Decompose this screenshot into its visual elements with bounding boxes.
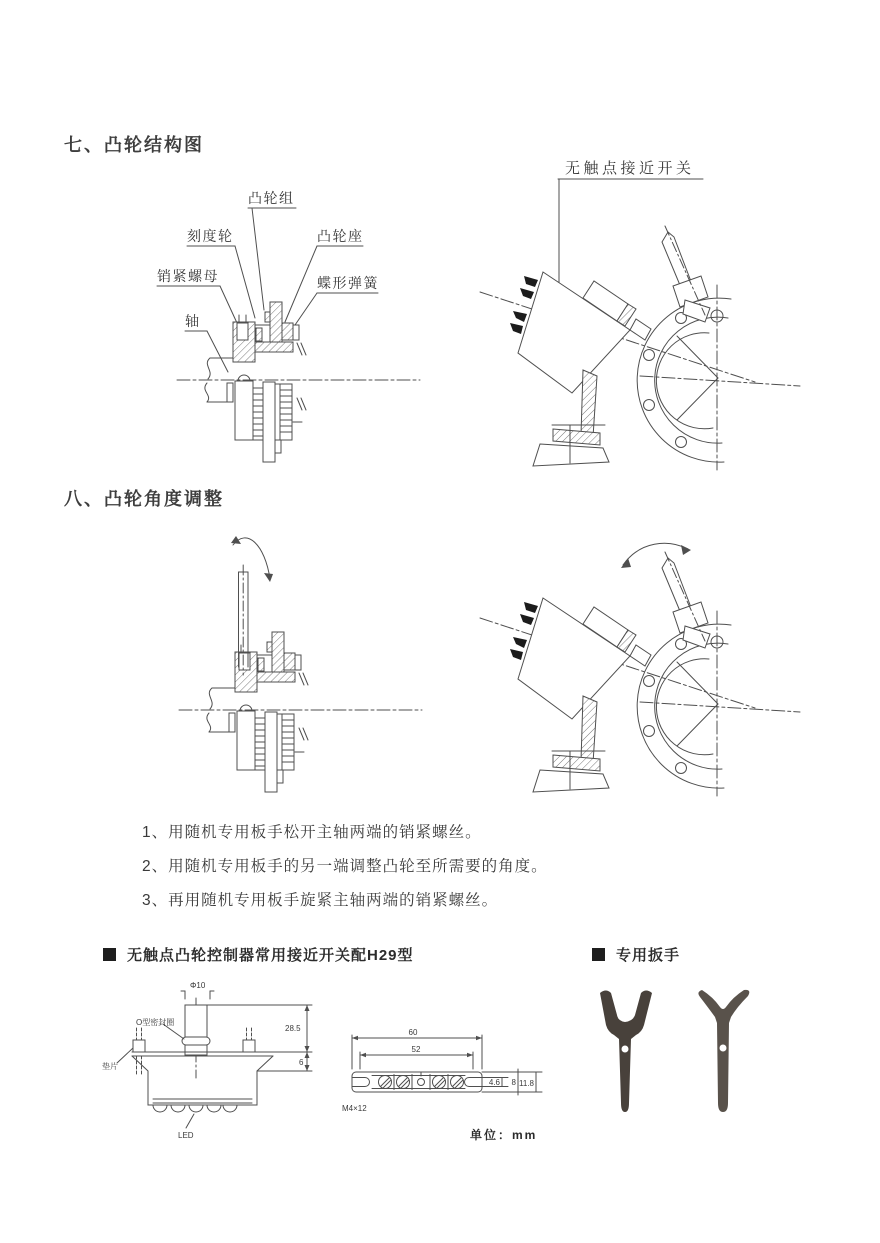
antler-wrench-hole xyxy=(720,1045,727,1052)
black-square-bullet xyxy=(592,948,605,961)
dim-60: 60 xyxy=(408,1028,418,1037)
h29-header-text: 无触点凸轮控制器常用接近开关配H29型 xyxy=(127,947,414,964)
dim-11-8: 11.8 xyxy=(519,1079,534,1088)
cam-structure-cross-section-figure xyxy=(115,160,455,485)
label-washer: 垫片 xyxy=(102,1062,118,1071)
step-3: 3、再用随机专用板手旋紧主轴两端的销紧螺丝。 xyxy=(142,892,499,909)
label-cam-seat: 凸轮座 xyxy=(317,228,364,244)
cam-assembly-drawing xyxy=(177,302,420,462)
label-scale-wheel: 刻度轮 xyxy=(187,228,234,244)
h29-switch-dimension-figure xyxy=(100,978,350,1148)
label-lock-nut: 销紧螺母 xyxy=(157,268,219,284)
label-oring: O型密封圈 xyxy=(136,1018,175,1027)
label-m4x12: M4×12 xyxy=(342,1104,367,1113)
h29-outline xyxy=(117,991,312,1128)
dim-28-5: 28.5 xyxy=(285,1024,301,1033)
proximity-switch-figure xyxy=(490,145,850,485)
dim-4-6: 4.6 xyxy=(488,1078,500,1087)
rotation-arc-arrow xyxy=(231,536,273,582)
wrench-section-header xyxy=(592,944,680,965)
dim-6: 6 xyxy=(299,1058,304,1067)
switch-assembly-drawing xyxy=(480,552,800,796)
cam-angle-adjust-cross-section-figure xyxy=(115,515,455,815)
special-wrenches-figure xyxy=(585,985,760,1130)
black-square-bullet xyxy=(103,948,116,961)
dim-phi10: Φ10 xyxy=(190,981,206,990)
dim-52: 52 xyxy=(411,1045,421,1054)
label-cam-group: 凸轮组 xyxy=(248,190,295,206)
label-shaft: 轴 xyxy=(185,313,201,329)
antler-wrench xyxy=(698,990,749,1112)
terminal-strip-dimension-figure xyxy=(330,1025,570,1150)
wrench-header-text: 专用扳手 xyxy=(616,947,681,964)
cam-angle-adjust-switch-figure xyxy=(490,515,850,815)
section7-title: 七、凸轮结构图 xyxy=(64,135,204,155)
fork-wrench-hole xyxy=(622,1046,629,1053)
fork-wrench xyxy=(600,991,652,1113)
cam-assembly-drawing xyxy=(179,632,422,792)
h29-section-header xyxy=(103,944,414,965)
step-1: 1、用随机专用板手松开主轴两端的销紧螺丝。 xyxy=(142,824,482,841)
step-2: 2、用随机专用板手的另一端调整凸轮至所需要的角度。 xyxy=(142,858,548,875)
adjustment-steps xyxy=(142,816,548,918)
label-proximity-switch: 无触点接近开关 xyxy=(565,160,695,177)
double-rotation-arc-arrow xyxy=(621,543,691,568)
label-disc-spring: 蝶形弹簧 xyxy=(317,275,379,291)
unit-label: 单位：mm xyxy=(470,1128,538,1142)
switch-assembly-drawing xyxy=(480,226,800,470)
section8-title: 八、凸轮角度调整 xyxy=(64,489,224,509)
dim-8: 8 xyxy=(511,1078,516,1087)
label-led: LED xyxy=(178,1131,194,1140)
